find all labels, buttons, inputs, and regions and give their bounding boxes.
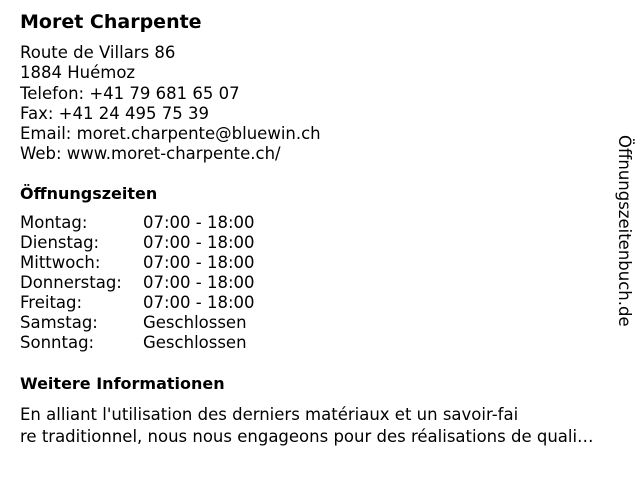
info-line: En alliant l'utilisation des derniers matériaux et un savoir-fai [20, 405, 519, 424]
time-value: Geschlossen [143, 333, 247, 352]
time-value: 07:00 - 18:00 [143, 213, 255, 232]
day-label: Sonntag: [20, 333, 95, 352]
fax-number: Fax: +41 24 495 75 39 [20, 103, 209, 123]
further-info-heading: Weitere Informationen [20, 374, 225, 393]
day-label: Dienstag: [20, 233, 100, 252]
website-link[interactable]: Web: www.moret-charpente.ch/ [20, 144, 281, 164]
day-label: Mittwoch: [20, 253, 101, 272]
street-address: Route de Villars 86 [20, 43, 176, 62]
time-value: Geschlossen [143, 313, 247, 332]
day-label: Samstag: [20, 313, 98, 332]
time-value: 07:00 - 18:00 [143, 233, 255, 252]
time-value: 07:00 - 18:00 [143, 293, 255, 312]
contact-block [20, 43, 321, 165]
time-value: 07:00 - 18:00 [143, 273, 255, 292]
day-label: Freitag: [20, 293, 83, 312]
email-address[interactable]: Email: moret.charpente@bluewin.ch [20, 124, 321, 144]
phone-number[interactable]: Telefon: +41 79 681 65 07 [20, 83, 240, 103]
day-label: Montag: [20, 213, 88, 232]
business-name: Moret Charpente [20, 11, 202, 33]
further-info-text [20, 404, 620, 448]
time-value: 07:00 - 18:00 [143, 253, 255, 272]
opening-hours-heading: Öffnungszeiten [20, 184, 158, 203]
city-address: 1884 Huémoz [20, 63, 136, 83]
site-watermark-label: Öffnungszeitenbuch.de [615, 135, 634, 327]
day-label: Donnerstag: [20, 273, 122, 292]
info-line: re traditionnel, nous nous engageons pour des réalisations de quali… [20, 427, 594, 446]
